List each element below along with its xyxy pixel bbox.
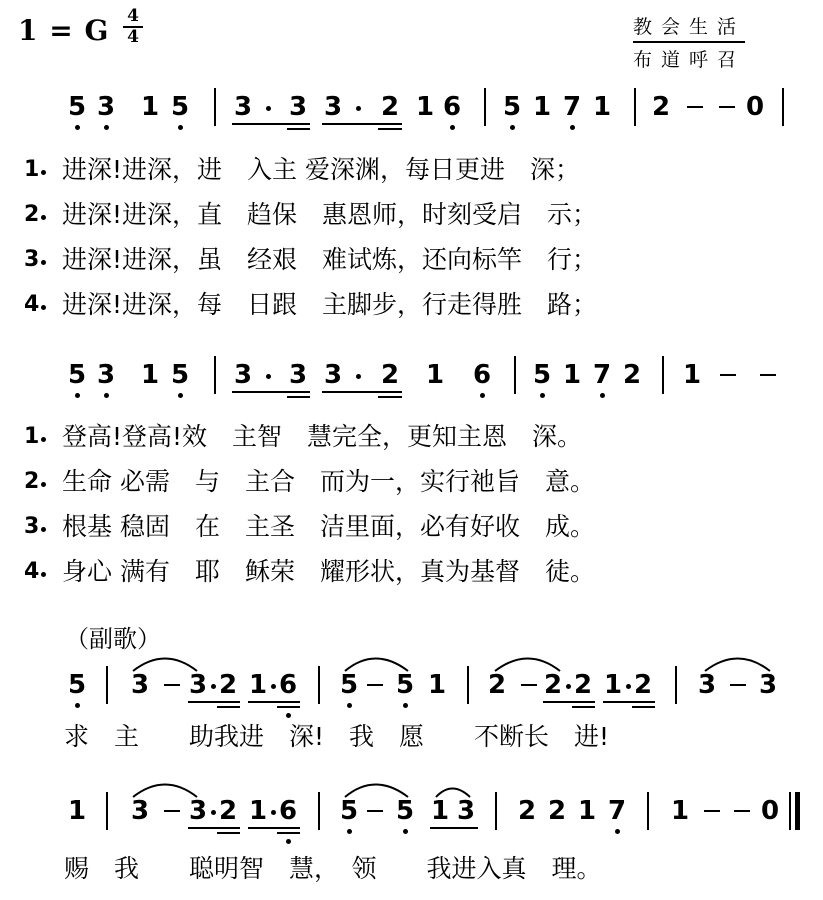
verse-number: 2 xyxy=(24,469,40,494)
note: 3 xyxy=(288,92,308,122)
note: 0 xyxy=(745,92,765,122)
tie-arc xyxy=(133,659,197,672)
note: 2 xyxy=(633,670,653,700)
note: 2 xyxy=(543,670,563,700)
verse-number: 4 xyxy=(24,559,40,584)
tie-arc xyxy=(436,789,470,798)
note: 1 xyxy=(592,92,612,122)
note: 2 xyxy=(218,670,238,700)
tie-arc xyxy=(705,659,770,672)
refrain-label: （副歌） xyxy=(65,625,161,653)
note: 5 xyxy=(339,670,359,700)
verse-lyrics-line: 生命 必需 与 主合 而为一，实行祂旨 意。 xyxy=(62,467,595,496)
note: 1 xyxy=(248,670,268,700)
note: 2 xyxy=(380,360,400,390)
verse-number: 2 xyxy=(24,202,40,227)
verse-lyrics-line: 登高!登高!效 主智 慧完全，更知主恩 深。 xyxy=(62,422,583,451)
note: 5 xyxy=(67,670,87,700)
note: 1 xyxy=(682,360,702,390)
verse-number: 1 xyxy=(24,424,40,449)
refrain-lyrics-line-1: 求 主 助我进 深! 我 愿 不断长 进! xyxy=(64,722,610,751)
note: 5 xyxy=(395,796,415,826)
note: 1 xyxy=(415,92,435,122)
note: 3 xyxy=(96,360,116,390)
note: 3 xyxy=(130,670,150,700)
note: 5 xyxy=(170,92,190,122)
note: 1 xyxy=(603,670,623,700)
note: 1 xyxy=(140,360,160,390)
note: 5 xyxy=(170,360,190,390)
verse-lyrics-line: 进深!进深，进 入主 爱深渊，每日更进 深； xyxy=(62,155,580,184)
note: 3 xyxy=(233,360,253,390)
note: 3 xyxy=(96,92,116,122)
note: 3 xyxy=(130,796,150,826)
note: 3 xyxy=(323,360,343,390)
verse-lyrics-line: 根基 稳固 在 主圣 洁里面，必有好收 成。 xyxy=(62,512,595,541)
verse-lyrics-line: 进深!进深，直 趋保 惠恩师，时刻受启 示； xyxy=(62,200,598,229)
note: 5 xyxy=(67,360,87,390)
verse-lyrics-line: 身心 满有 耶 稣荣 耀形状，真为基督 徒。 xyxy=(62,557,595,586)
note: 3 xyxy=(697,670,717,700)
note: 3 xyxy=(188,670,208,700)
note: 6 xyxy=(472,360,492,390)
note: 1 xyxy=(532,92,552,122)
note: 6 xyxy=(442,92,462,122)
verse-number: 4 xyxy=(24,292,40,317)
note: 7 xyxy=(607,796,627,826)
subcategory-label: 布道呼召 xyxy=(633,49,746,71)
note: 6 xyxy=(278,670,298,700)
tie-arc xyxy=(345,785,408,798)
tie-arc xyxy=(345,659,408,672)
note: 2 xyxy=(517,796,537,826)
time-denominator: 4 xyxy=(127,27,139,47)
note: 1 xyxy=(425,360,445,390)
note: 3 xyxy=(188,796,208,826)
note: 3 xyxy=(233,92,253,122)
note: 1 xyxy=(562,360,582,390)
note: 1 xyxy=(670,796,690,826)
note: 0 xyxy=(760,796,780,826)
note: 1 xyxy=(67,796,87,826)
note: 5 xyxy=(395,670,415,700)
verse-lyrics-line: 进深!进深，虽 经艰 难试炼，还向标竿 行； xyxy=(62,245,598,274)
note: 5 xyxy=(532,360,552,390)
category-label: 教会生活 xyxy=(633,12,745,43)
verse-number: 3 xyxy=(24,247,40,272)
note: 1 xyxy=(430,796,450,826)
tie-arc xyxy=(133,785,197,798)
note: 3 xyxy=(288,360,308,390)
note: 1 xyxy=(140,92,160,122)
note: 2 xyxy=(487,670,507,700)
note: 1 xyxy=(427,670,447,700)
note: 2 xyxy=(547,796,567,826)
note: 7 xyxy=(592,360,612,390)
tie-arc xyxy=(495,659,560,672)
note: 7 xyxy=(562,92,582,122)
note: 5 xyxy=(339,796,359,826)
verse-number: 3 xyxy=(24,514,40,539)
note: 2 xyxy=(380,92,400,122)
note: 2 xyxy=(651,92,671,122)
key-signature: 1 = G xyxy=(18,14,110,47)
note: 2 xyxy=(573,670,593,700)
note: 2 xyxy=(622,360,642,390)
note: 5 xyxy=(502,92,522,122)
note: 5 xyxy=(67,92,87,122)
note: 3 xyxy=(323,92,343,122)
note: 3 xyxy=(456,796,476,826)
note: 1 xyxy=(248,796,268,826)
verse-number: 1 xyxy=(24,157,40,182)
note: 1 xyxy=(577,796,597,826)
verse-lyrics-line: 进深!进深，每 日跟 主脚步，行走得胜 路； xyxy=(62,290,598,319)
note: 2 xyxy=(218,796,238,826)
note: 3 xyxy=(758,670,778,700)
time-numerator: 4 xyxy=(127,6,139,26)
refrain-lyrics-line-2: 赐 我 聪明智 慧， 领 我进入真 理。 xyxy=(64,854,602,883)
note: 6 xyxy=(278,796,298,826)
